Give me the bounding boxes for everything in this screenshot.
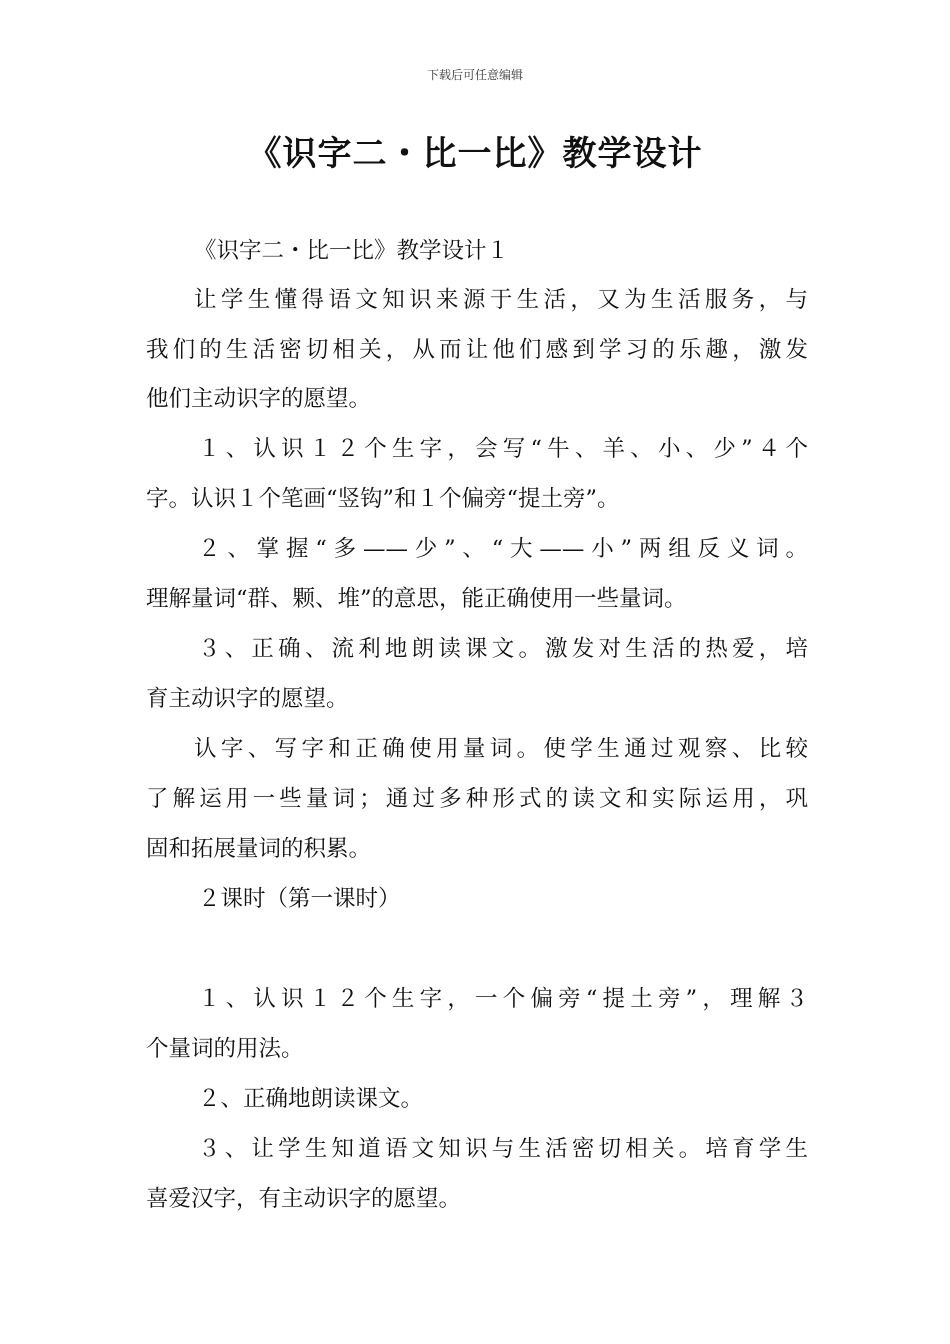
paragraph-line: 了解运用一些量词；通过多种形式的读文和实际运用，巩 bbox=[146, 786, 808, 812]
document-title: 《识字二・比一比》教学设计 bbox=[247, 134, 703, 174]
paragraph-line: ３、正确、流利地朗读课文。激发对生活的热爱，培 bbox=[198, 636, 808, 662]
paragraph-line: 认字、写字和正确使用量词。使学生通过观察、比较 bbox=[194, 736, 808, 762]
subtitle-line: 《识字二・比一比》教学设计１ bbox=[194, 238, 510, 264]
paragraph-line: ３、让学生知道语文知识与生活密切相关。培育学生 bbox=[198, 1136, 808, 1162]
paragraph-line: 育主动识字的愿望。 bbox=[146, 686, 349, 712]
paragraph-line: １、认识１２个生字，会写“牛、羊、小、少”４个 bbox=[198, 436, 808, 462]
paragraph-line: ２、正确地朗读课文。 bbox=[198, 1086, 424, 1112]
paragraph-line: 固和拓展量词的积累。 bbox=[146, 836, 372, 862]
header-note: 下载后可任意编辑 bbox=[426, 68, 523, 82]
paragraph-line: １、认识１２个生字，一个偏旁“提土旁”，理解３ bbox=[198, 986, 808, 1012]
paragraph-line: 字。认识１个笔画“竖钩”和１个偏旁“提土旁”。 bbox=[146, 486, 620, 512]
paragraph-line: ２课时（第一课时） bbox=[198, 886, 401, 912]
paragraph-line: 让学生懂得语文知识来源于生活，又为生活服务，与 bbox=[194, 287, 808, 313]
paragraph-line: 理解量词“群、颗、堆”的意思，能正确使用一些量词。 bbox=[146, 586, 687, 612]
paragraph-line: 喜爱汉字，有主动识字的愿望。 bbox=[146, 1186, 462, 1212]
paragraph-line: ２、掌握“多——少”、“大——小”两组反义词。 bbox=[198, 536, 808, 562]
paragraph-line: 个量词的用法。 bbox=[146, 1036, 304, 1062]
paragraph-line: 他们主动识字的愿望。 bbox=[146, 386, 372, 412]
paragraph-line: 我们的生活密切相关，从而让他们感到学习的乐趣，激发 bbox=[146, 337, 808, 363]
